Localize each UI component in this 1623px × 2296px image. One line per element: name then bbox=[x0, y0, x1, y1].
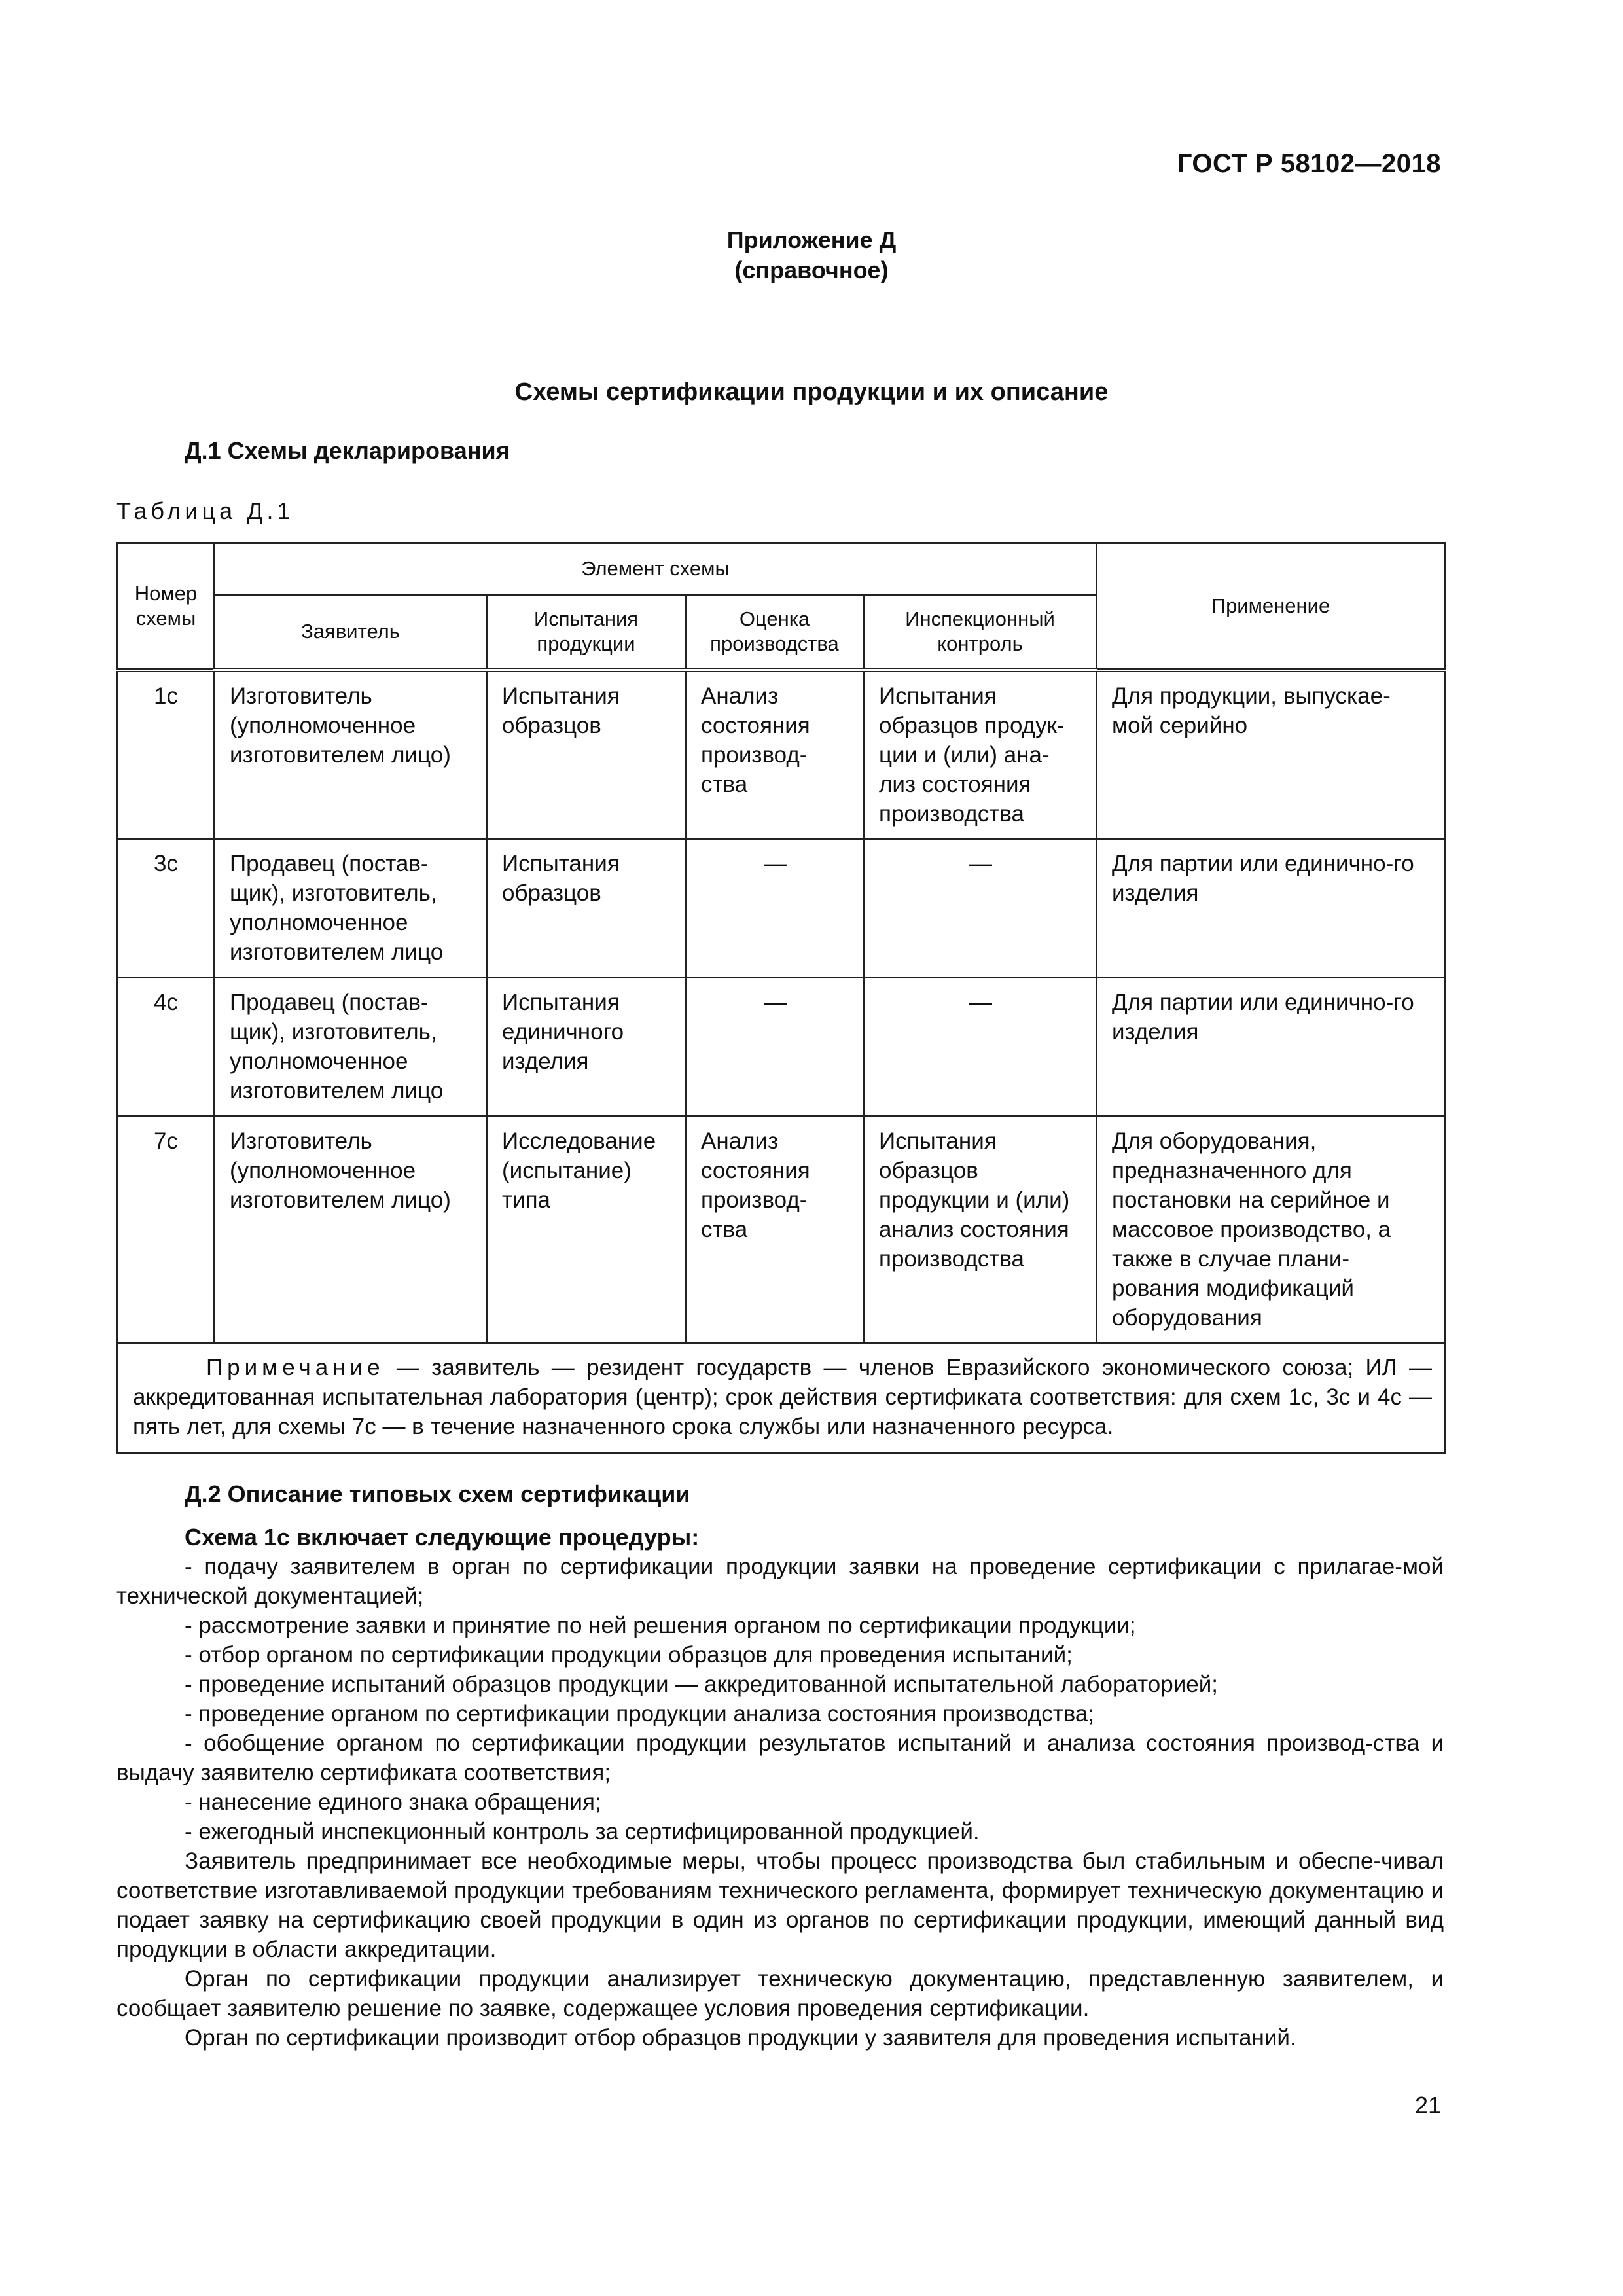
table-note-text: — заявитель — резидент государств — членов Евразийского экономического союза; ИЛ — аккредитованная испытательная лаборатория (центр); срок действия сертификата соответствия: для схем 1с, 3с и 4с — пять лет, для схемы 7с — в течение назначенного срока службы или назначенного ресурса. bbox=[133, 1355, 1432, 1439]
body-paragraph: Заявитель предпринимает все необходимые меры, чтобы процесс производства был стабильным и обеспе-чивал соответствие изготавливаемой продукции требованиям технического регламента, формирует техническую документацию и подает заявку на сертификацию своей продукции в один из органов по сертификации продукции, имеющий данный вид продукции в области аккредитации. bbox=[116, 1848, 1444, 1962]
body-paragraph: Орган по сертификации продукции анализирует техническую документацию, представленную заявителем, и сообщает заявителю решение по заявке, содержащее условия проведения сертификации. bbox=[116, 1966, 1444, 2021]
cell-inspection-control: Испытания образцов продук-ции и (или) ана-лиз состояния производства bbox=[864, 670, 1097, 839]
procedure-item: - проведение органом по сертификации продукции анализа состояния производства; bbox=[185, 1701, 1095, 1727]
header-scheme-element: Элемент схемы bbox=[215, 543, 1097, 595]
table-row bbox=[118, 670, 1445, 839]
cell-production-assessment: — bbox=[686, 839, 864, 978]
document-code: ГОСТ Р 58102—2018 bbox=[1177, 149, 1441, 178]
procedure-item: - рассмотрение заявки и принятие по ней решения органом по сертификации продукции; bbox=[185, 1613, 1136, 1638]
cell-application: Для партии или единично-го изделия bbox=[1097, 839, 1445, 978]
cell-production-assessment: — bbox=[686, 978, 864, 1117]
table-row bbox=[118, 1117, 1445, 1343]
cell-applicant: Изготовитель (уполномоченное изготовителем лицо) bbox=[215, 670, 487, 839]
annex-subtitle: (справочное) bbox=[734, 257, 889, 283]
section-heading-d1: Д.1 Схемы декларирования bbox=[185, 437, 510, 464]
procedure-item: - отбор органом по сертификации продукции образцов для проведения испытаний; bbox=[185, 1642, 1073, 1668]
cell-applicant: Продавец (постав-щик), изготовитель, уполномоченное изготовителем лицо bbox=[215, 839, 487, 978]
annex-title: Приложение Д bbox=[726, 226, 897, 253]
header-scheme-number: Номер схемы bbox=[118, 543, 215, 670]
table-note-row bbox=[118, 1343, 1445, 1453]
header-application: Применение bbox=[1097, 543, 1445, 670]
cell-product-tests: Исследование (испытание) типа bbox=[487, 1117, 686, 1343]
page-title: Схемы сертификации продукции и их описание bbox=[514, 378, 1109, 406]
procedure-item: - проведение испытаний образцов продукции — аккредитованной испытательной лабораторией; bbox=[185, 1672, 1218, 1697]
table-note-label: Примечание bbox=[206, 1355, 385, 1380]
cell-production-assessment: Анализ состояния производ-ства bbox=[686, 670, 864, 839]
page-number: 21 bbox=[1414, 2092, 1441, 2119]
cell-inspection-control: — bbox=[864, 839, 1097, 978]
scheme-1c-title: Схема 1с включает следующие процедуры: bbox=[185, 1524, 700, 1551]
header-production-assessment: Оценка производства bbox=[686, 595, 864, 670]
cell-applicant: Изготовитель (уполномоченное изготовителем лицо) bbox=[215, 1117, 487, 1343]
certification-schemes-table bbox=[116, 542, 1446, 1454]
cell-product-tests: Испытания единичного изделия bbox=[487, 978, 686, 1117]
cell-scheme-number: 7с bbox=[118, 1117, 215, 1343]
cell-product-tests: Испытания образцов bbox=[487, 839, 686, 978]
table-note bbox=[118, 1343, 1445, 1453]
cell-scheme-number: 1с bbox=[118, 670, 215, 839]
cell-product-tests: Испытания образцов bbox=[487, 670, 686, 839]
cell-scheme-number: 4с bbox=[118, 978, 215, 1117]
cell-application: Для продукции, выпускае-мой серийно bbox=[1097, 670, 1445, 839]
header-inspection-control: Инспекционный контроль bbox=[864, 595, 1097, 670]
header-applicant: Заявитель bbox=[215, 595, 487, 670]
section-heading-d2: Д.2 Описание типовых схем сертификации bbox=[185, 1480, 690, 1507]
cell-applicant: Продавец (постав-щик), изготовитель, уполномоченное изготовителем лицо bbox=[215, 978, 487, 1117]
table-caption: Таблица Д.1 bbox=[116, 497, 294, 524]
cell-production-assessment: Анализ состояния производ-ства bbox=[686, 1117, 864, 1343]
cell-inspection-control: Испытания образцов продукции и (или) анализ состояния производства bbox=[864, 1117, 1097, 1343]
procedure-item: - обобщение органом по сертификации продукции результатов испытаний и анализа состояния производ-ства и выдачу заявителю сертификата соответствия; bbox=[116, 1731, 1444, 1785]
procedure-item: - подачу заявителем в орган по сертификации продукции заявки на проведение сертификации с прилагае-мой технической документацией; bbox=[116, 1554, 1444, 1609]
cell-application: Для партии или единично-го изделия bbox=[1097, 978, 1445, 1117]
table-row bbox=[118, 978, 1445, 1117]
annex-heading bbox=[0, 225, 1623, 285]
cell-application: Для оборудования, предназначенного для постановки на серийное и массовое производство, а также в случае плани-рования модификаций оборудования bbox=[1097, 1117, 1445, 1343]
cell-scheme-number: 3с bbox=[118, 839, 215, 978]
procedure-item: - ежегодный инспекционный контроль за сертифицированной продукцией. bbox=[185, 1819, 980, 1844]
cell-inspection-control: — bbox=[864, 978, 1097, 1117]
header-product-tests: Испытания продукции bbox=[487, 595, 686, 670]
body-paragraph: Орган по сертификации производит отбор образцов продукции у заявителя для проведения испытаний. bbox=[185, 2025, 1296, 2051]
procedure-item: - нанесение единого знака обращения; bbox=[185, 1789, 601, 1815]
scheme-1c-description bbox=[116, 1522, 1444, 2053]
table-row bbox=[118, 839, 1445, 978]
table-header-row-1 bbox=[118, 543, 1445, 595]
